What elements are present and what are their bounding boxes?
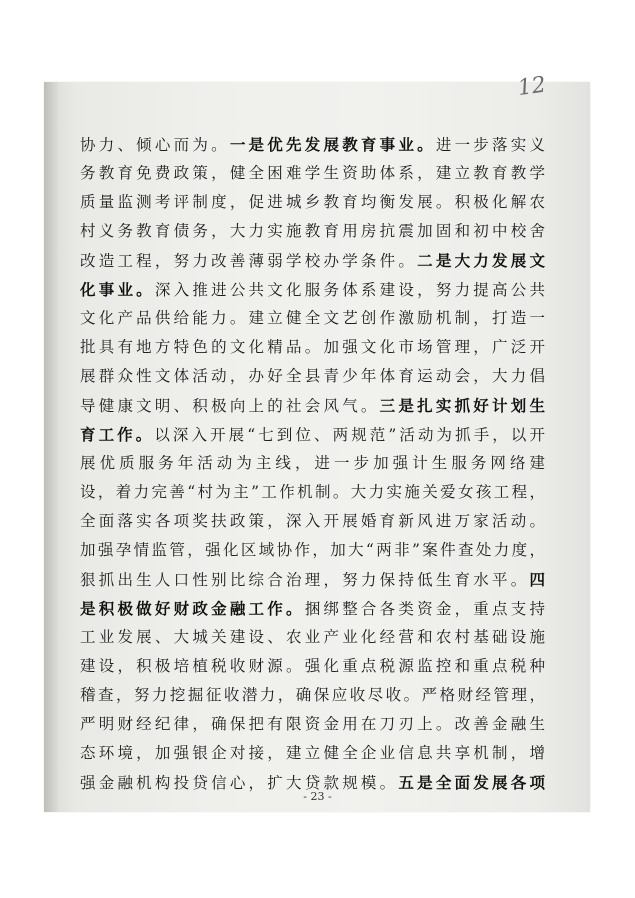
text-line <box>80 507 545 536</box>
text-line <box>80 449 545 478</box>
body-text <box>80 130 545 797</box>
paragraph-text: 稽查，努力挖掘征收潜力，确保应收尽收。严格财经管理， <box>80 686 545 704</box>
paragraph-text: 改造工程，努力改善薄弱学校办学条件。 <box>80 252 418 270</box>
paragraph-text: 导健康文明、积极向上的社会风气。 <box>80 397 380 415</box>
paragraph-text: 严明财经纪律，确保把有限资金用在刀刃上。改善金融生 <box>80 715 545 733</box>
text-line <box>80 536 545 565</box>
text-line <box>80 333 545 362</box>
paragraph-text: 工业发展、大城关建设、农业产业化经营和农村基础设施 <box>80 628 545 646</box>
text-line <box>80 681 545 710</box>
paragraph-text: 态环境，加强银企对接，建立健全企业信息共享机制，增 <box>80 744 545 762</box>
text-line <box>80 623 545 652</box>
text-line <box>80 420 545 449</box>
bold-heading-text: 化事业。 <box>80 280 155 299</box>
paragraph-text: 设，着力完善“村为主”工作机制。大力实施关爱女孩工程， <box>80 483 545 501</box>
text-line <box>80 246 545 275</box>
handwritten-page-mark: 12 <box>516 72 548 102</box>
text-line <box>80 304 545 333</box>
paragraph-text: 狠抓出生人口性别比综合治理，努力保持低生育水平。 <box>80 571 530 589</box>
bold-heading-text: 育工作。 <box>80 425 155 444</box>
paragraph-text: 深入推进公共文化服务体系建设，努力提高公共 <box>154 281 545 299</box>
paragraph-text: 质量监测考评制度，促进城乡教育均衡发展。积极化解农 <box>80 193 545 211</box>
text-line <box>80 478 545 507</box>
text-line <box>80 565 545 594</box>
paragraph-text: 全面落实各项奖扶政策，深入开展婚育新风进万家活动。 <box>80 512 545 530</box>
page-number: - 23 - <box>303 790 332 803</box>
bold-heading-text: 三是扎实抓好计划生 <box>379 396 545 415</box>
paragraph-text: 建设，积极培植税收财源。强化重点税源监控和重点税种 <box>80 657 545 675</box>
paragraph-text: 批具有地方特色的文化精品。加强文化市场管理，广泛开 <box>80 338 545 356</box>
paragraph-text: 展优质服务年活动为主线，进一步加强计生服务网络建 <box>80 454 545 472</box>
text-line <box>80 130 545 159</box>
text-line <box>80 739 545 768</box>
bold-heading-text: 五是全面发展各项 <box>398 773 545 792</box>
paragraph-text: 进一步落实义 <box>435 136 545 154</box>
text-line <box>80 188 545 217</box>
paragraph-text: 务教育免费政策，健全困难学生资助体系，建立教育教学 <box>80 164 545 182</box>
paragraph-text: 协力、倾心而为。 <box>80 136 230 154</box>
text-line <box>80 594 545 623</box>
text-line <box>80 391 545 420</box>
paragraph-text: 强金融机构投贷信心，扩大贷款规模。 <box>80 774 399 792</box>
bold-heading-text: 是积极做好财政金融工作。 <box>80 599 305 618</box>
page-binding-shadow <box>44 82 58 812</box>
text-line <box>80 275 545 304</box>
paragraph-text: 捆绑整合各类资金，重点支持 <box>304 600 545 618</box>
text-line <box>80 159 545 188</box>
text-line <box>80 362 545 391</box>
paragraph-text: 文化产品供给能力。建立健全文艺创作激励机制，打造一 <box>80 309 545 327</box>
text-line <box>80 217 545 246</box>
bold-heading-text: 二是大力发展文 <box>417 251 545 270</box>
paragraph-text: 加强孕情监管，强化区域协作，加大“两非”案件查处力度， <box>80 541 545 559</box>
text-line <box>80 652 545 681</box>
paragraph-text: 展群众性文体活动，办好全县青少年体育运动会，大力倡 <box>80 367 545 385</box>
text-line <box>80 710 545 739</box>
bold-heading-text: 一是优先发展教育事业。 <box>229 135 436 154</box>
paragraph-text: 以深入开展“七到位、两规范”活动为抓手，以开 <box>154 426 545 444</box>
bold-heading-text: 四 <box>529 570 545 589</box>
paragraph-text: 村义务教育债务，大力实施教育用房抗震加固和初中校舍 <box>80 222 545 240</box>
